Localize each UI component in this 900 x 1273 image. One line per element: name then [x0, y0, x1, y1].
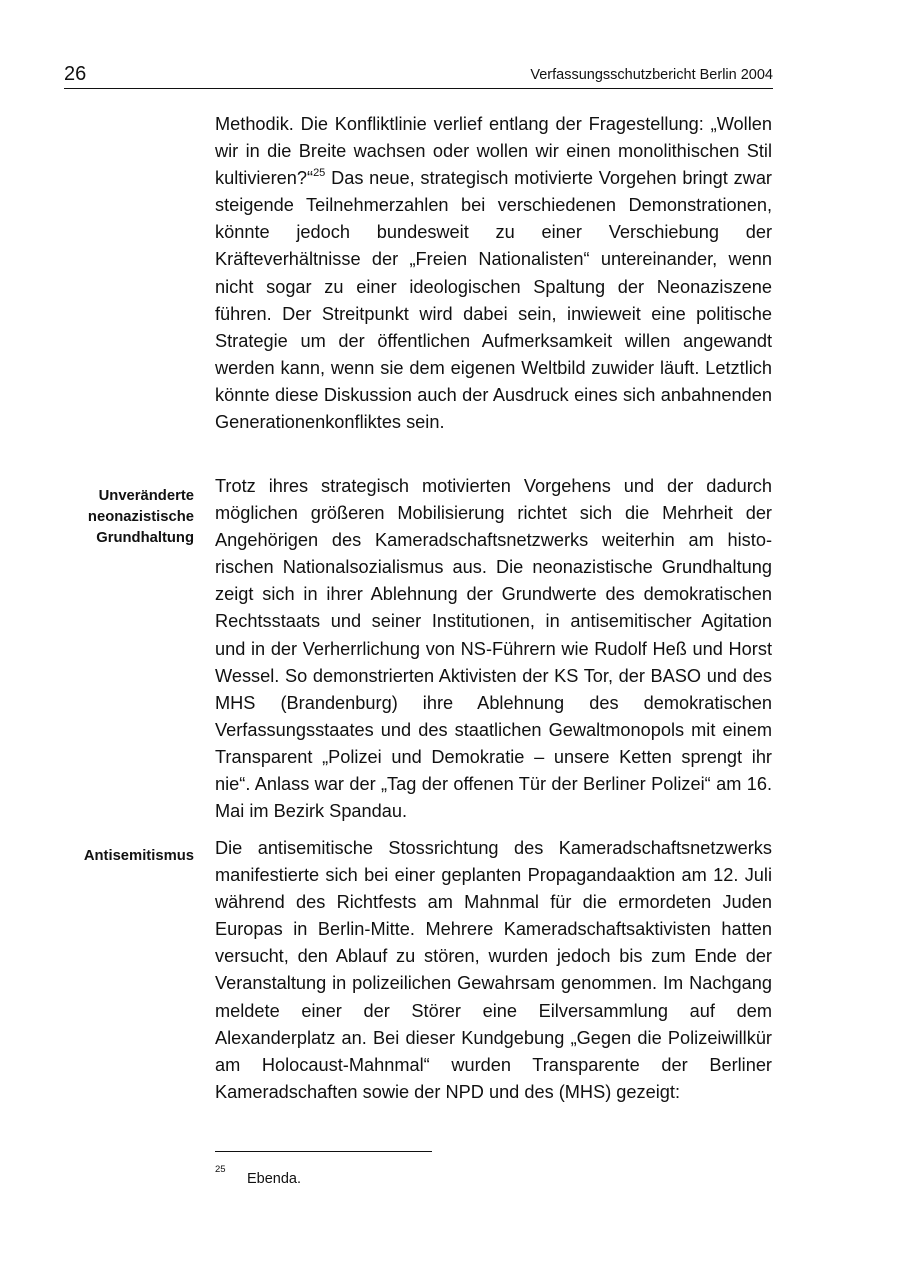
running-title: Verfassungsschutzbericht Berlin 2004: [530, 67, 773, 83]
paragraph-antisemitismus: Die antisemitische Stossrichtung des Kameradschaftsnetzwerks manifestierte sich bei einer geplanten Propagandaaktion am 12. Juli während des Richtfests am Mahnmal für die ermordeten Juden Europas in Berlin-Mitte. Mehrere Kameradschaftsaktivisten hatten versucht, den Ablauf zu stören, wurden jedoch bis zum Ende der Veranstaltung in polizeilichen Gewahrsam genommen. Im Nachgang meldete einer der Störer eine Eilversammlung auf dem Alexanderplatz an. Bei dieser Kundgebung „Gegen die Polizeiwillkür am Holocaust-Mahnmal“ wurden Transparente der Berliner Kameradschaften sowie der NPD und des (MHS) gezeigt:: [215, 838, 772, 1102]
paragraph-methodik: [215, 111, 772, 436]
paragraph-text: Methodik. Die Konfliktlinie verlief entlang der Fragestellung: „Wollen wir in die Breite wachsen oder wollen wir einen monolithischen Stil kultivieren?“: [215, 114, 772, 189]
footnote-number: 25: [215, 1164, 226, 1175]
margin-note-grundhaltung: Unveränderte neonazistische Grundhaltung: [87, 488, 194, 546]
page-number: 26: [64, 63, 87, 85]
page-header: [64, 56, 773, 89]
margin-note-antisemitismus: Antisemitismus: [83, 848, 194, 864]
paragraph-grundhaltung: Trotz ihres strategisch motivierten Vorgehens und der dadurch möglichen größeren Mobilisierung richtet sich die Mehrheit der Angehörigen des Kameradschaftsnetzwerks weiterhin am historischen Nationalsozialismus aus. Die neonazistische Grundhaltung zeigt sich in ihrer Ablehnung der Grundwerte des demokratischen Rechtsstaats und seiner Institutionen, in antisemitischer Agitation und in der Verherrlichung von NS-Führern wie Rudolf Heß und Horst Wessel. So demonstrierten Aktivisten der KS Tor, der BASO und des MHS (Brandenburg) ihre Ablehnung des demokratischen Verfassungsstaates und des staatlichen Gewaltmonopols mit einem Transparent „Polizei und Demokratie – unsere Ketten sprengt ihr nie“. Anlass war der „Tag der offenen Tür der Berliner Polizei“ am 16. Mai im Bezirk Spandau.: [215, 476, 772, 822]
footnote-reference: 25: [313, 167, 326, 180]
paragraph-text: Das neue, strategisch motivierte Vorgehen bringt zwar steigende Teilnehmerzahlen bei verschiedenen Demonstrationen, könnte jedoch bundesweit zu einer Verschiebung der Kräfteverhältnisse der „Freien Nationalisten“ untereinander, wenn nicht sogar zu einer ideologischen Spaltung der Neonaziszene führen. Der Streitpunkt wird dabei sein, inwieweit eine politische Strategie um der öffentlichen Aufmerksamkeit willen angewandt werden kann, wenn sie dem eigenen Weltbild zuwider läuft. Letztlich könnte diese Diskussion auch der Ausdruck eines sich anbahnenden Generationenkonfliktes sein.: [215, 168, 772, 433]
footnote-divider: [215, 1151, 432, 1152]
footnote-text: Ebenda.: [247, 1171, 302, 1187]
